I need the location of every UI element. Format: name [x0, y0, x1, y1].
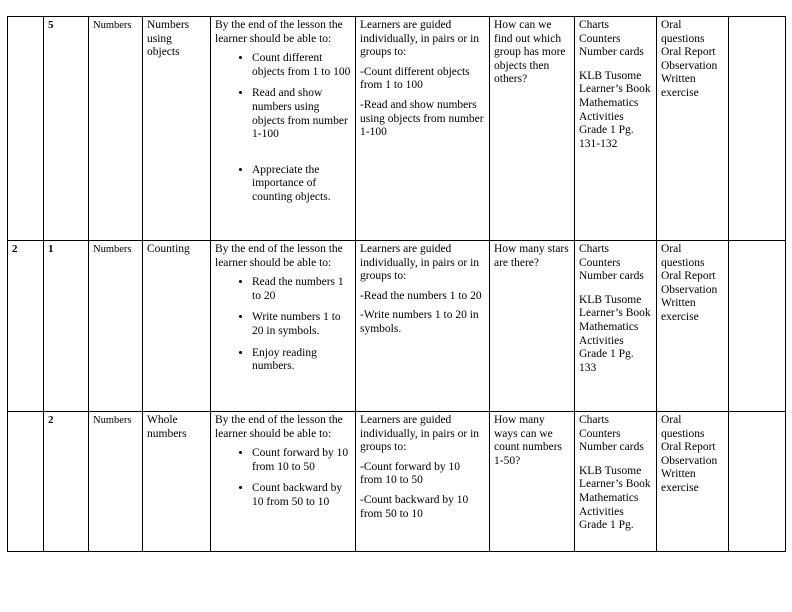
- outcomes-intro: By the end of the lesson the learner should be able to:: [215, 414, 343, 440]
- assessment-item: Observation: [661, 283, 718, 296]
- week-cell: [8, 17, 44, 241]
- outcome-item: • Appreciate the importance of counting objects.: [252, 164, 351, 205]
- resource-item: Counters: [579, 32, 621, 45]
- outcomes-list: [215, 52, 351, 204]
- resource-item: Number cards: [579, 441, 644, 454]
- resource-item: Charts: [579, 414, 610, 426]
- resource-item: KLB Tusome Learner’s Book Mathematics Activities Grade 1 Pg.: [579, 464, 651, 532]
- outcome-item: • Enjoy reading numbers.: [252, 347, 351, 374]
- outcome-item: • Count forward by 10 from 10 to 50: [252, 447, 351, 474]
- learning-experiences-cell: [356, 17, 490, 241]
- learning-experiences-cell: [356, 412, 490, 552]
- sub-strand-cell: Counting: [143, 241, 211, 412]
- assessment-item: Oral Report: [661, 46, 716, 59]
- assessment-item: Oral questions: [661, 243, 705, 269]
- spacer: [579, 284, 652, 294]
- resource-item: KLB Tusome Learner’s Book Mathematics Activities Grade 1 Pg. 131-132: [579, 69, 651, 150]
- key-inquiry-cell: How can we find out which group has more objects then others?: [490, 17, 575, 241]
- assessment-item: Oral Report: [661, 270, 716, 283]
- assessment-item: Written exercise: [661, 468, 699, 494]
- sub-strand-cell: Numbers using objects: [143, 17, 211, 241]
- assessment-item: Written exercise: [661, 73, 699, 99]
- key-inquiry-cell: How many ways can we count numbers 1-50?: [490, 412, 575, 552]
- experience-item: -Write numbers 1 to 20 in symbols.: [360, 309, 479, 335]
- outcomes-list: [215, 276, 351, 374]
- outcomes-intro: By the end of the lesson the learner should be able to:: [215, 19, 343, 45]
- resources-cell: [575, 241, 657, 412]
- learning-experiences-cell: [356, 241, 490, 412]
- experiences-intro: Learners are guided individually, in pairs or in groups to:: [360, 19, 480, 59]
- experience-item: -Read and show numbers using objects from number 1-100: [360, 98, 484, 139]
- week-cell: 2: [8, 241, 44, 412]
- scheme-of-work-table: [7, 16, 786, 552]
- outcomes-intro: By the end of the lesson the learner should be able to:: [215, 243, 343, 269]
- outcome-item: • Read and show numbers using objects from number 1-100: [252, 87, 351, 141]
- resources-cell: [575, 17, 657, 241]
- lesson-cell: 2: [44, 412, 89, 552]
- experience-item: -Count different objects from 1 to 100: [360, 65, 470, 92]
- strand-cell: Numbers: [89, 17, 143, 241]
- assessment-item: Oral Report: [661, 441, 716, 454]
- experiences-intro: Learners are guided individually, in pairs or in groups to:: [360, 414, 480, 454]
- remarks-cell: [729, 241, 786, 412]
- experience-item: -Read the numbers 1 to 20: [360, 289, 482, 302]
- outcome-item: • Write numbers 1 to 20 in symbols.: [252, 311, 351, 338]
- resource-item: Charts: [579, 19, 610, 31]
- outcome-item: • Count backward by 10 from 50 to 10: [252, 482, 351, 509]
- strand-cell: Numbers: [89, 241, 143, 412]
- spacer: [579, 455, 652, 465]
- lesson-cell: 5: [44, 17, 89, 241]
- outcome-item: • Count different objects from 1 to 100: [252, 52, 351, 79]
- assessment-cell: [657, 241, 729, 412]
- sub-strand-cell: Whole numbers: [143, 412, 211, 552]
- assessment-item: Oral questions: [661, 19, 705, 45]
- key-inquiry-cell: How many stars are there?: [490, 241, 575, 412]
- lesson-cell: 1: [44, 241, 89, 412]
- resource-item: Counters: [579, 427, 621, 440]
- experience-item: -Count backward by 10 from 50 to 10: [360, 493, 469, 520]
- remarks-cell: [729, 412, 786, 552]
- table-row: [8, 241, 786, 412]
- learning-outcomes-cell: [211, 412, 356, 552]
- learning-outcomes-cell: [211, 17, 356, 241]
- remarks-cell: [729, 17, 786, 241]
- strand-cell: Numbers: [89, 412, 143, 552]
- resource-item: KLB Tusome Learner’s Book Mathematics Activities Grade 1 Pg. 133: [579, 293, 651, 374]
- week-cell: [8, 412, 44, 552]
- assessment-item: Written exercise: [661, 297, 699, 323]
- resource-item: Counters: [579, 256, 621, 269]
- table-row: [8, 17, 786, 241]
- resource-item: Charts: [579, 243, 610, 255]
- resource-item: Number cards: [579, 270, 644, 283]
- experiences-intro: Learners are guided individually, in pairs or in groups to:: [360, 243, 480, 283]
- outcomes-list: [215, 447, 351, 509]
- table-row: [8, 412, 786, 552]
- experience-item: -Count forward by 10 from 10 to 50: [360, 460, 460, 487]
- outcome-item: • Read the numbers 1 to 20: [252, 276, 351, 303]
- spacer: [579, 60, 652, 70]
- assessment-item: Oral questions: [661, 414, 705, 440]
- assessment-cell: [657, 412, 729, 552]
- assessment-item: Observation: [661, 59, 718, 72]
- learning-outcomes-cell: [211, 241, 356, 412]
- resources-cell: [575, 412, 657, 552]
- assessment-item: Observation: [661, 454, 718, 467]
- resource-item: Number cards: [579, 46, 644, 59]
- assessment-cell: [657, 17, 729, 241]
